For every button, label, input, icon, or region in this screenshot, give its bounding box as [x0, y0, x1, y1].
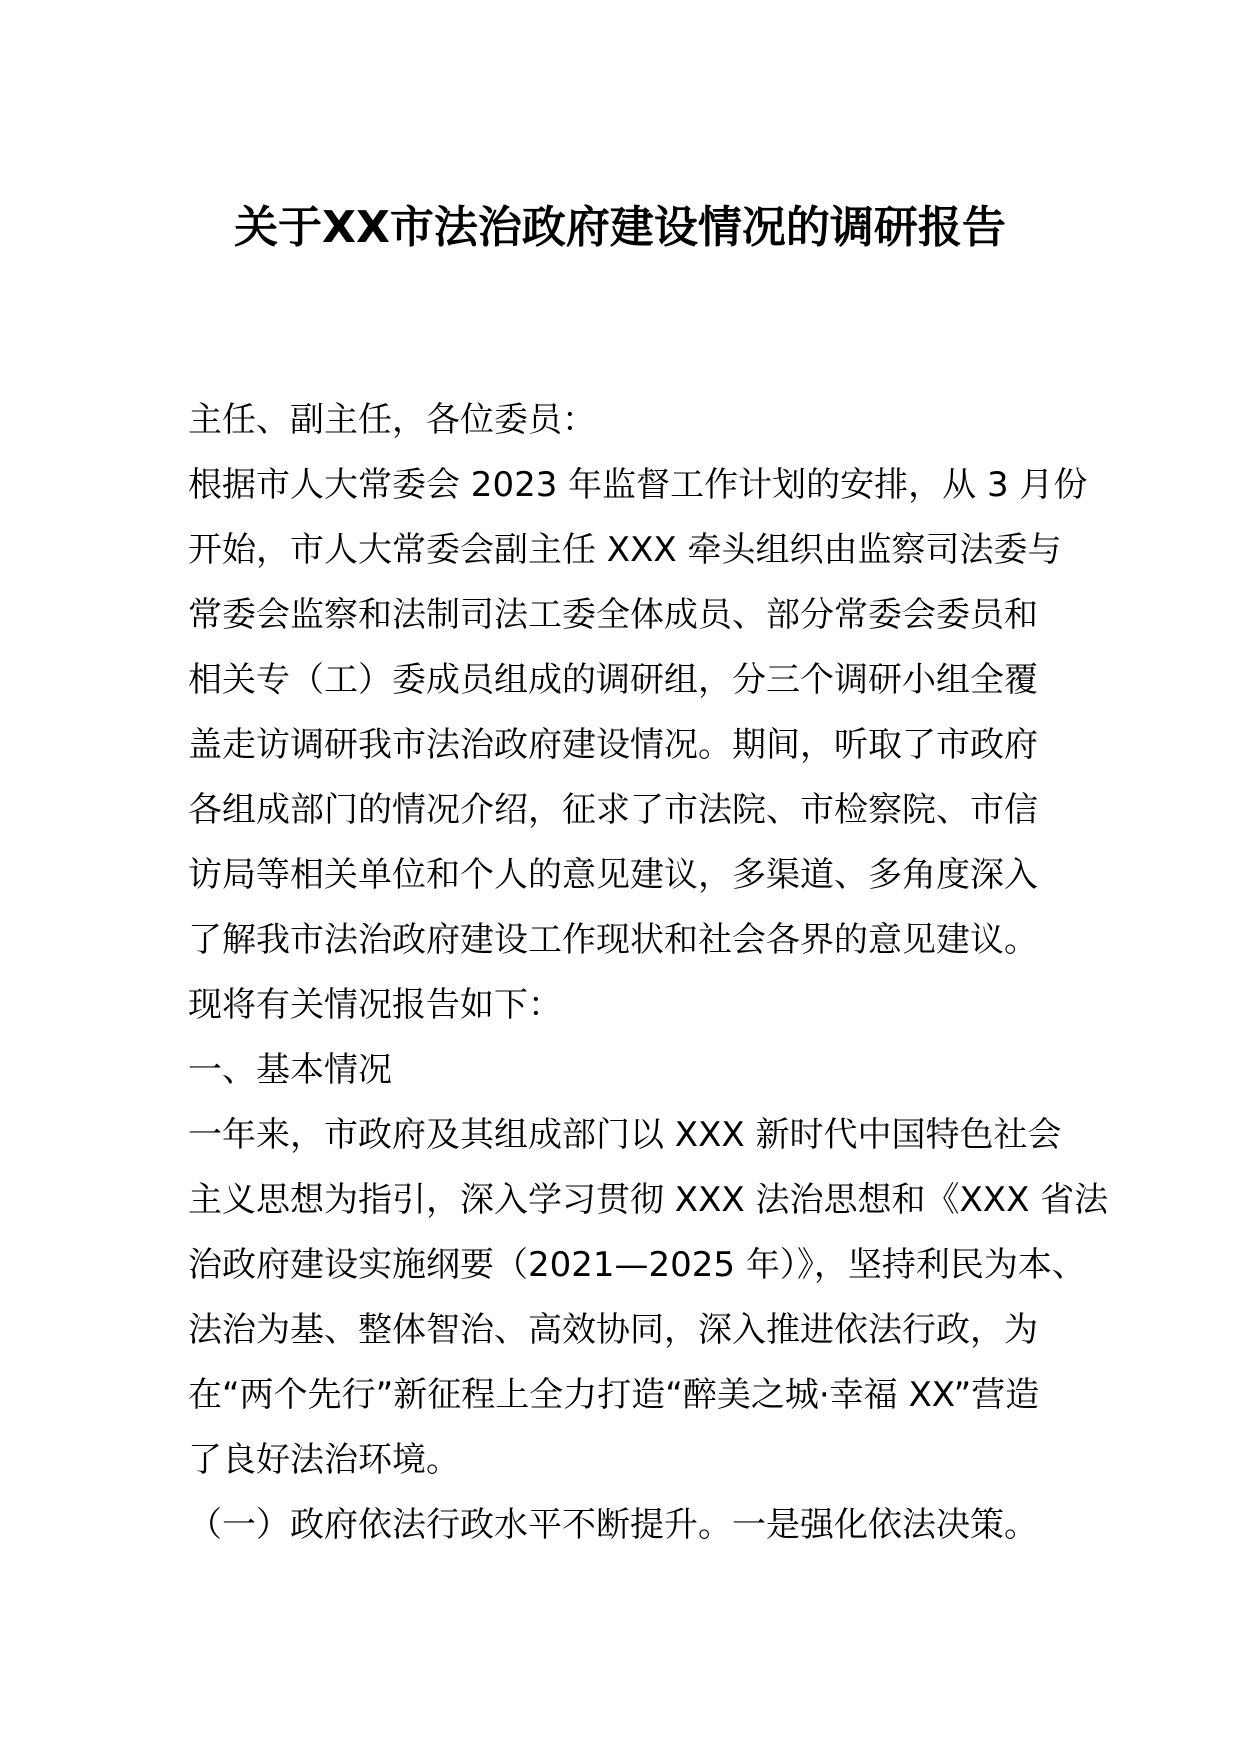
section-heading: 一、基本情况: [188, 1050, 392, 1090]
paragraph-line: 常委会监察和法制司法工委全体成员、部分常委会委员和: [188, 595, 1038, 635]
paragraph-line: 现将有关情况报告如下：: [188, 985, 562, 1025]
paragraph-line: 在“两个先行”新征程上全力打造“醉美之城·幸福 XX”营造: [188, 1375, 1040, 1415]
document-title: 关于XX市法治政府建设情况的调研报告: [234, 202, 1006, 253]
paragraph-line: 了良好法治环境。: [188, 1440, 460, 1480]
paragraph-line: 根据市人大常委会 2023 年监督工作计划的安排，从 3 月份: [188, 465, 1088, 505]
paragraph-line: 一年来，市政府及其组成部门以 XXX 新时代中国特色社会: [188, 1115, 1062, 1155]
document-body: [188, 388, 1109, 1558]
paragraph-line: 访局等相关单位和个人的意见建议，多渠道、多角度深入: [188, 855, 1038, 895]
paragraph-line: 盖走访调研我市法治政府建设情况。期间，听取了市政府: [188, 725, 1038, 765]
paragraph-line: 法治为基、整体智治、高效协同，深入推进依法行政，为: [188, 1310, 1038, 1350]
paragraph-line: 各组成部门的情况介绍，征求了市法院、市检察院、市信: [188, 790, 1038, 830]
paragraph-line: 治政府建设实施纲要（2021—2025 年）》，坚持利民为本、: [188, 1245, 1086, 1285]
subsection-line: （一）政府依法行政水平不断提升。一是强化依法决策。: [188, 1505, 1038, 1545]
paragraph-line: 相关专（工）委成员组成的调研组，分三个调研小组全覆: [188, 660, 1038, 700]
paragraph-line: 开始，市人大常委会副主任 XXX 牵头组织由监察司法委与: [188, 530, 1062, 570]
paragraph-line: 主义思想为指引，深入学习贯彻 XXX 法治思想和《XXX 省法: [188, 1180, 1109, 1220]
paragraph-line: 了解我市法治政府建设工作现状和社会各界的意见建议。: [188, 920, 1038, 960]
salutation-line: 主任、副主任，各位委员：: [188, 400, 596, 440]
